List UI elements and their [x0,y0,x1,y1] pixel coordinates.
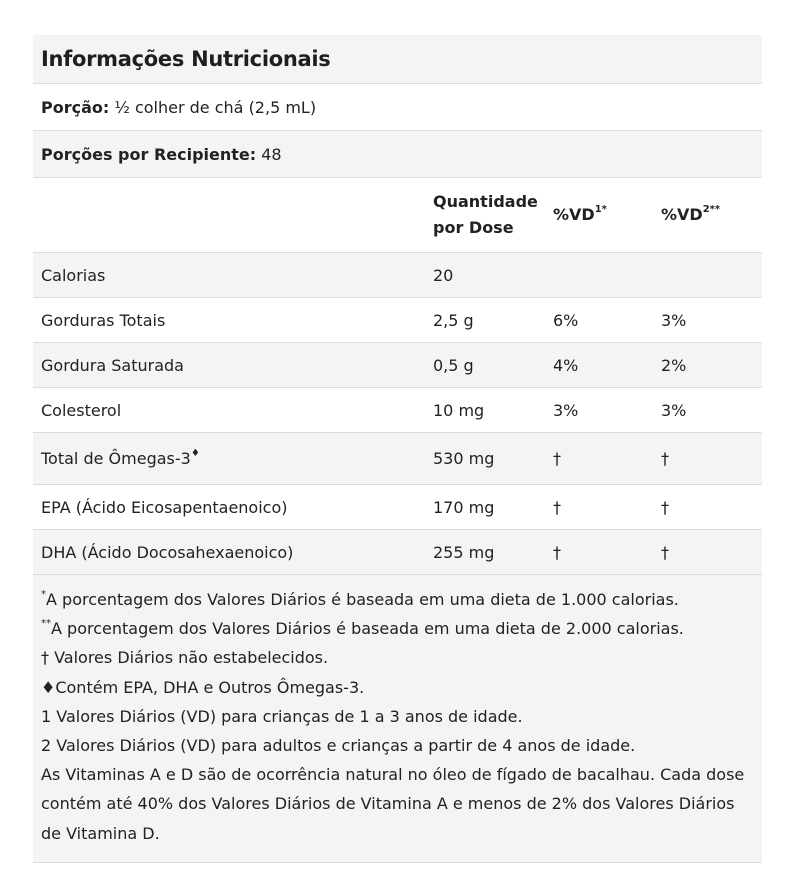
header-dv2-sup: 2** [702,204,721,215]
row-name: Colesterol [41,400,122,420]
table-row [33,298,762,343]
footnote [41,643,754,672]
table-row [33,343,762,388]
header-dv1-text: %VD [553,205,595,224]
header-dv1 [553,178,661,253]
row-amount: 10 mg [433,400,485,420]
row-name: Gordura Saturada [41,355,184,375]
header-dv2 [661,178,762,253]
row-dv1: 4% [553,355,579,375]
row-amount: 0,5 g [433,355,474,375]
servings-per-container-value: 48 [261,144,282,164]
row-dv1: 3% [553,400,579,420]
footnote [41,585,754,614]
row-dv1 [553,253,661,298]
title-row [33,35,762,84]
serving-row [33,84,762,131]
row-dv2: 2% [661,355,687,375]
table-header-row [33,178,762,253]
header-dv1-sup: 1* [594,204,607,215]
footnote-marker: ** [41,618,51,630]
row-name: Gorduras Totais [41,310,166,330]
omega-diamond-sup: ♦ [190,448,200,459]
footnote-text: 1 Valores Diários (VD) para crianças de 1 a 3 anos de idade. [41,706,523,726]
header-nutrient [33,178,433,253]
header-amount-line1: Quantidade [433,192,538,211]
row-dv2 [661,253,762,298]
servings-per-container-row [33,131,762,178]
footnote-text: As Vitaminas A e D são de ocorrência natural no óleo de fígado de bacalhau. Cada dose contém até 40% dos Valores Diários de Vitamina A e menos de 2% dos Valores Diários de Vitamina D. [41,765,745,843]
row-amount: 255 mg [433,542,495,562]
footnote-text: 2 Valores Diários (VD) para adultos e crianças a partir de 4 anos de idade. [41,736,636,756]
footnote-text: ♦Contém EPA, DHA e Outros Ômegas-3. [41,677,365,697]
row-dv2: † [661,449,669,468]
footnote [41,731,754,760]
row-amount: 170 mg [433,497,495,517]
footnote-text: A porcentagem dos Valores Diários é baseada em uma dieta de 1.000 calorias. [46,590,679,609]
row-dv1: 6% [553,310,579,330]
panel-title: Informações Nutricionais [41,47,331,71]
row-dv1: † [553,542,561,562]
row-name: DHA (Ácido Docosahexaenoico) [41,542,294,562]
table-row [33,530,762,575]
row-dv2: 3% [661,310,687,330]
header-amount-line2: por Dose [433,218,514,237]
header-dv2-text: %VD [661,205,703,224]
row-name [33,433,433,485]
row-name-text: Total de Ômegas-3 [41,449,191,468]
nutrition-facts-panel [33,35,762,863]
footnote-text: † Valores Diários não estabelecidos. [41,648,329,668]
table-row [33,388,762,433]
serving-value: ½ colher de chá (2,5 mL) [114,97,317,117]
servings-per-container-label: Porções por Recipiente: [41,144,257,164]
row-dv1: † [553,497,561,517]
row-name: EPA (Ácido Eicosapentaenoico) [41,497,288,517]
row-amount: 2,5 g [433,310,474,330]
row-dv1: † [553,449,561,468]
row-name: Calorias [41,265,106,285]
table-row [33,253,762,298]
row-amount: 20 [433,265,454,285]
table-row [33,485,762,530]
footnote [41,702,754,731]
footnote-marker: * [41,589,46,600]
table-row [33,433,762,485]
serving-label: Porção: [41,97,110,117]
footnotes [33,575,762,863]
footnote [41,760,754,848]
row-amount: 530 mg [433,449,495,468]
row-dv2: † [661,497,669,517]
footnote-text: A porcentagem dos Valores Diários é baseada em uma dieta de 2.000 calorias. [51,619,684,639]
header-amount [433,178,553,253]
footnote [41,614,754,643]
footnote [41,673,754,702]
row-dv2: † [661,542,669,562]
row-dv2: 3% [661,400,687,420]
nutrition-table [33,178,762,575]
